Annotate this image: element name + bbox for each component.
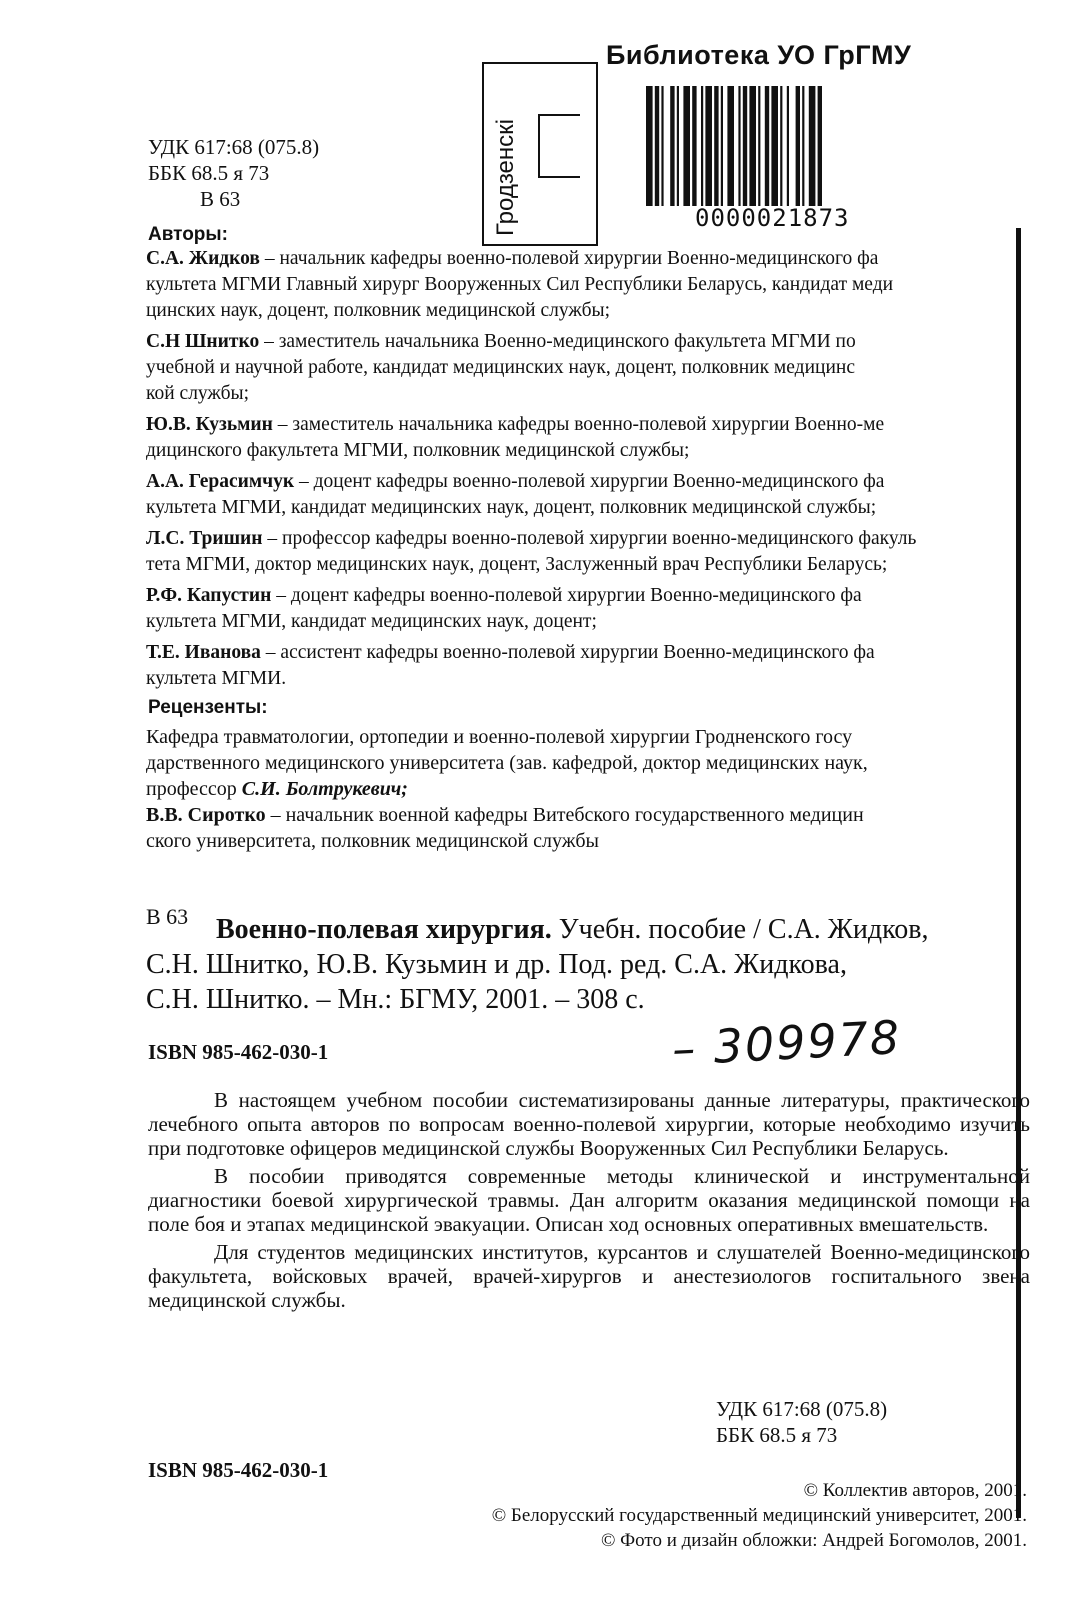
author-text-line: культета МГМИ, кандидат медицинских наук, доцент; bbox=[146, 611, 597, 632]
handwritten-inventory-number: – 309978 bbox=[670, 1010, 903, 1076]
udk-block bbox=[148, 134, 319, 212]
reviewer-2-name: В.В. Сиротко bbox=[146, 804, 266, 826]
isbn-top: ISBN 985-462-030-1 bbox=[148, 1040, 329, 1064]
library-name: Библиотека УО ГрГМУ bbox=[606, 40, 912, 70]
author-text-line: цинских наук, доцент, полковник медицинской службы; bbox=[146, 300, 611, 321]
author-text-line: дицинского факультета МГМИ, полковник медицинской службы; bbox=[146, 440, 690, 461]
author-text: – ассистент кафедры военно-полевой хирургии Военно-медицинского фа bbox=[260, 642, 875, 663]
abstract-paragraph: В пособии приводятся современные методы клинической и инструментальной диагностики боевой хирургической травмы. Дан алгоритм оказания медицинской помощи на поле боя и этапах медицинской эвакуации. Описан ход основных оперативных вмешательств. bbox=[148, 1164, 1030, 1236]
bib-line: С.Н. Шнитко, Ю.В. Кузьмин и др. Под. ред. С.А. Жидкова, bbox=[146, 949, 847, 980]
reviewer-1-prefix: профессор bbox=[146, 778, 242, 800]
barcode-bar bbox=[818, 86, 822, 206]
stamp-text: Гродзенскі bbox=[492, 119, 519, 236]
author-text: – заместитель начальника кафедры военно-полевой хирургии Военно-ме bbox=[272, 414, 885, 435]
barcode-icon bbox=[646, 86, 918, 206]
barcode-bar bbox=[705, 86, 712, 206]
library-stamp bbox=[482, 62, 598, 246]
barcode-bar bbox=[743, 86, 747, 206]
author-text-line: культета МГМИ, кандидат медицинских наук, доцент, полковник медицинской службы; bbox=[146, 497, 877, 518]
barcode-bar bbox=[721, 86, 723, 206]
author-entry bbox=[146, 469, 1018, 521]
reviewer-2-line: ского университета, полковник медицинской службы bbox=[146, 830, 599, 852]
abstract-paragraph: Для студентов медицинских институтов, курсантов и слушателей Военно-медицинского факультета, войсковых врачей, врачей-хирургов и анестезиологов госпитального звена медицинской службы. bbox=[148, 1240, 1030, 1312]
barcode-bar bbox=[796, 86, 800, 206]
bbk-code: ББК 68.5 я 73 bbox=[148, 161, 270, 185]
author-text-line: культета МГМИ. bbox=[146, 668, 287, 689]
bib-line bbox=[216, 912, 1030, 947]
author-entry bbox=[146, 246, 1018, 324]
copyright-line: © Коллектив авторов, 2001. bbox=[803, 1480, 1027, 1501]
abstract-paragraph: В настоящем учебном пособии систематизированы данные литературы, практического лечебного опыта авторов по вопросам военно-полевой хирургии, которые необходимо изучить при подготовке офицеров медицинской службы Вооруженных Сил Республики Беларусь. bbox=[148, 1088, 1030, 1160]
reviewer-2-line bbox=[146, 802, 1022, 828]
reviewers-list bbox=[146, 724, 1022, 854]
copyright-line: © Белорусский государственный медицинский университет, 2001. bbox=[491, 1505, 1027, 1526]
bbk-code: ББК 68.5 я 73 bbox=[716, 1423, 838, 1447]
book-title: Военно-полевая хирургия. bbox=[216, 914, 552, 945]
udk-code: УДК 617:68 (075.8) bbox=[716, 1397, 888, 1421]
barcode-bar bbox=[655, 86, 659, 206]
author-name: Л.С. Тришин bbox=[146, 528, 263, 549]
barcode-bar bbox=[738, 86, 740, 206]
bib-rest: Учебн. пособие / С.А. Жидков, bbox=[551, 914, 929, 945]
author-text-line: учебной и научной работе, кандидат медицинских наук, доцент, полковник медицинс bbox=[146, 357, 855, 378]
barcode-bar bbox=[749, 86, 756, 206]
reviewer-1-line: дарственного медицинского университета (зав. кафедрой, доктор медицинских наук, bbox=[146, 752, 868, 774]
author-entry bbox=[146, 583, 1018, 635]
barcode-bar bbox=[809, 86, 816, 206]
author-name: С.Н Шнитко bbox=[146, 331, 260, 352]
barcode-bar bbox=[727, 86, 734, 206]
author-text: – доцент кафедры военно-полевой хирургии Военно-медицинского фа bbox=[294, 471, 885, 492]
barcode-bar bbox=[802, 86, 804, 206]
bib-line: С.Н. Шнитко. – Мн.: БГМУ, 2001. – 308 с. bbox=[146, 984, 645, 1015]
author-name: Р.Ф. Капустин bbox=[146, 585, 272, 606]
barcode-bar bbox=[670, 86, 674, 206]
abstract bbox=[148, 1088, 1030, 1316]
author-text-line: тета МГМИ, доктор медицинских наук, доцент, Заслуженный врач Республики Беларусь; bbox=[146, 554, 888, 575]
copyright-line: © Фото и дизайн обложки: Андрей Богомолов, 2001. bbox=[600, 1530, 1027, 1551]
author-text: – доцент кафедры военно-полевой хирургии Военно-медицинского фа bbox=[271, 585, 862, 606]
barcode-bar bbox=[692, 86, 696, 206]
udk-bottom bbox=[716, 1396, 887, 1448]
reviewer-2-text: – начальник военной кафедры Витебского государственного медицин bbox=[265, 804, 864, 826]
reviewer-1-name: С.И. Болтрукевич; bbox=[241, 778, 408, 800]
author-entry bbox=[146, 329, 1018, 407]
author-name: Т.Е. Иванова bbox=[146, 642, 261, 663]
reviewers-heading: Рецензенты: bbox=[148, 697, 268, 718]
copyright-block bbox=[492, 1478, 1027, 1553]
isbn-bottom: ISBN 985-462-030-1 bbox=[148, 1458, 329, 1482]
reviewer-1-line: Кафедра травматологии, ортопедии и военно-полевой хирургии Гродненского госу bbox=[146, 726, 853, 748]
author-name: С.А. Жидков bbox=[146, 248, 260, 269]
barcode-bar bbox=[787, 86, 789, 206]
reviewer-1-line bbox=[146, 776, 1022, 802]
author-mark: В 63 bbox=[200, 187, 241, 211]
barcode-bar bbox=[780, 86, 782, 206]
barcode-bar bbox=[771, 86, 778, 206]
author-entry bbox=[146, 412, 1018, 464]
barcode-bar bbox=[758, 86, 760, 206]
author-text-line: культета МГМИ Главный хирург Вооруженных Сил Республики Беларусь, кандидат меди bbox=[146, 274, 894, 295]
stamp-box bbox=[538, 114, 580, 178]
author-name: Ю.В. Кузьмин bbox=[146, 414, 273, 435]
barcode-bar bbox=[646, 86, 653, 206]
udk-code: УДК 617:68 (075.8) bbox=[148, 135, 320, 159]
bib-code: В 63 bbox=[146, 904, 189, 929]
barcode-bar bbox=[714, 86, 718, 206]
author-text: – начальник кафедры военно-полевой хирургии Военно-медицинского фа bbox=[259, 248, 879, 269]
barcode-bar bbox=[677, 86, 679, 206]
author-entry bbox=[146, 640, 1018, 692]
barcode-bar bbox=[701, 86, 703, 206]
author-name: А.А. Герасимчук bbox=[146, 471, 295, 492]
barcode-bar bbox=[683, 86, 690, 206]
author-text: – заместитель начальника Военно-медицинского факультета МГМИ по bbox=[259, 331, 856, 352]
author-entry bbox=[146, 526, 1018, 578]
barcode-bar bbox=[661, 86, 663, 206]
barcode-number: 0000021873 bbox=[695, 204, 850, 232]
authors-list bbox=[146, 246, 1018, 697]
author-text: – профессор кафедры военно-полевой хирургии военно-медицинского факуль bbox=[262, 528, 917, 549]
barcode-bar bbox=[765, 86, 769, 206]
author-text-line: кой службы; bbox=[146, 383, 250, 404]
authors-heading: Авторы: bbox=[148, 224, 228, 245]
